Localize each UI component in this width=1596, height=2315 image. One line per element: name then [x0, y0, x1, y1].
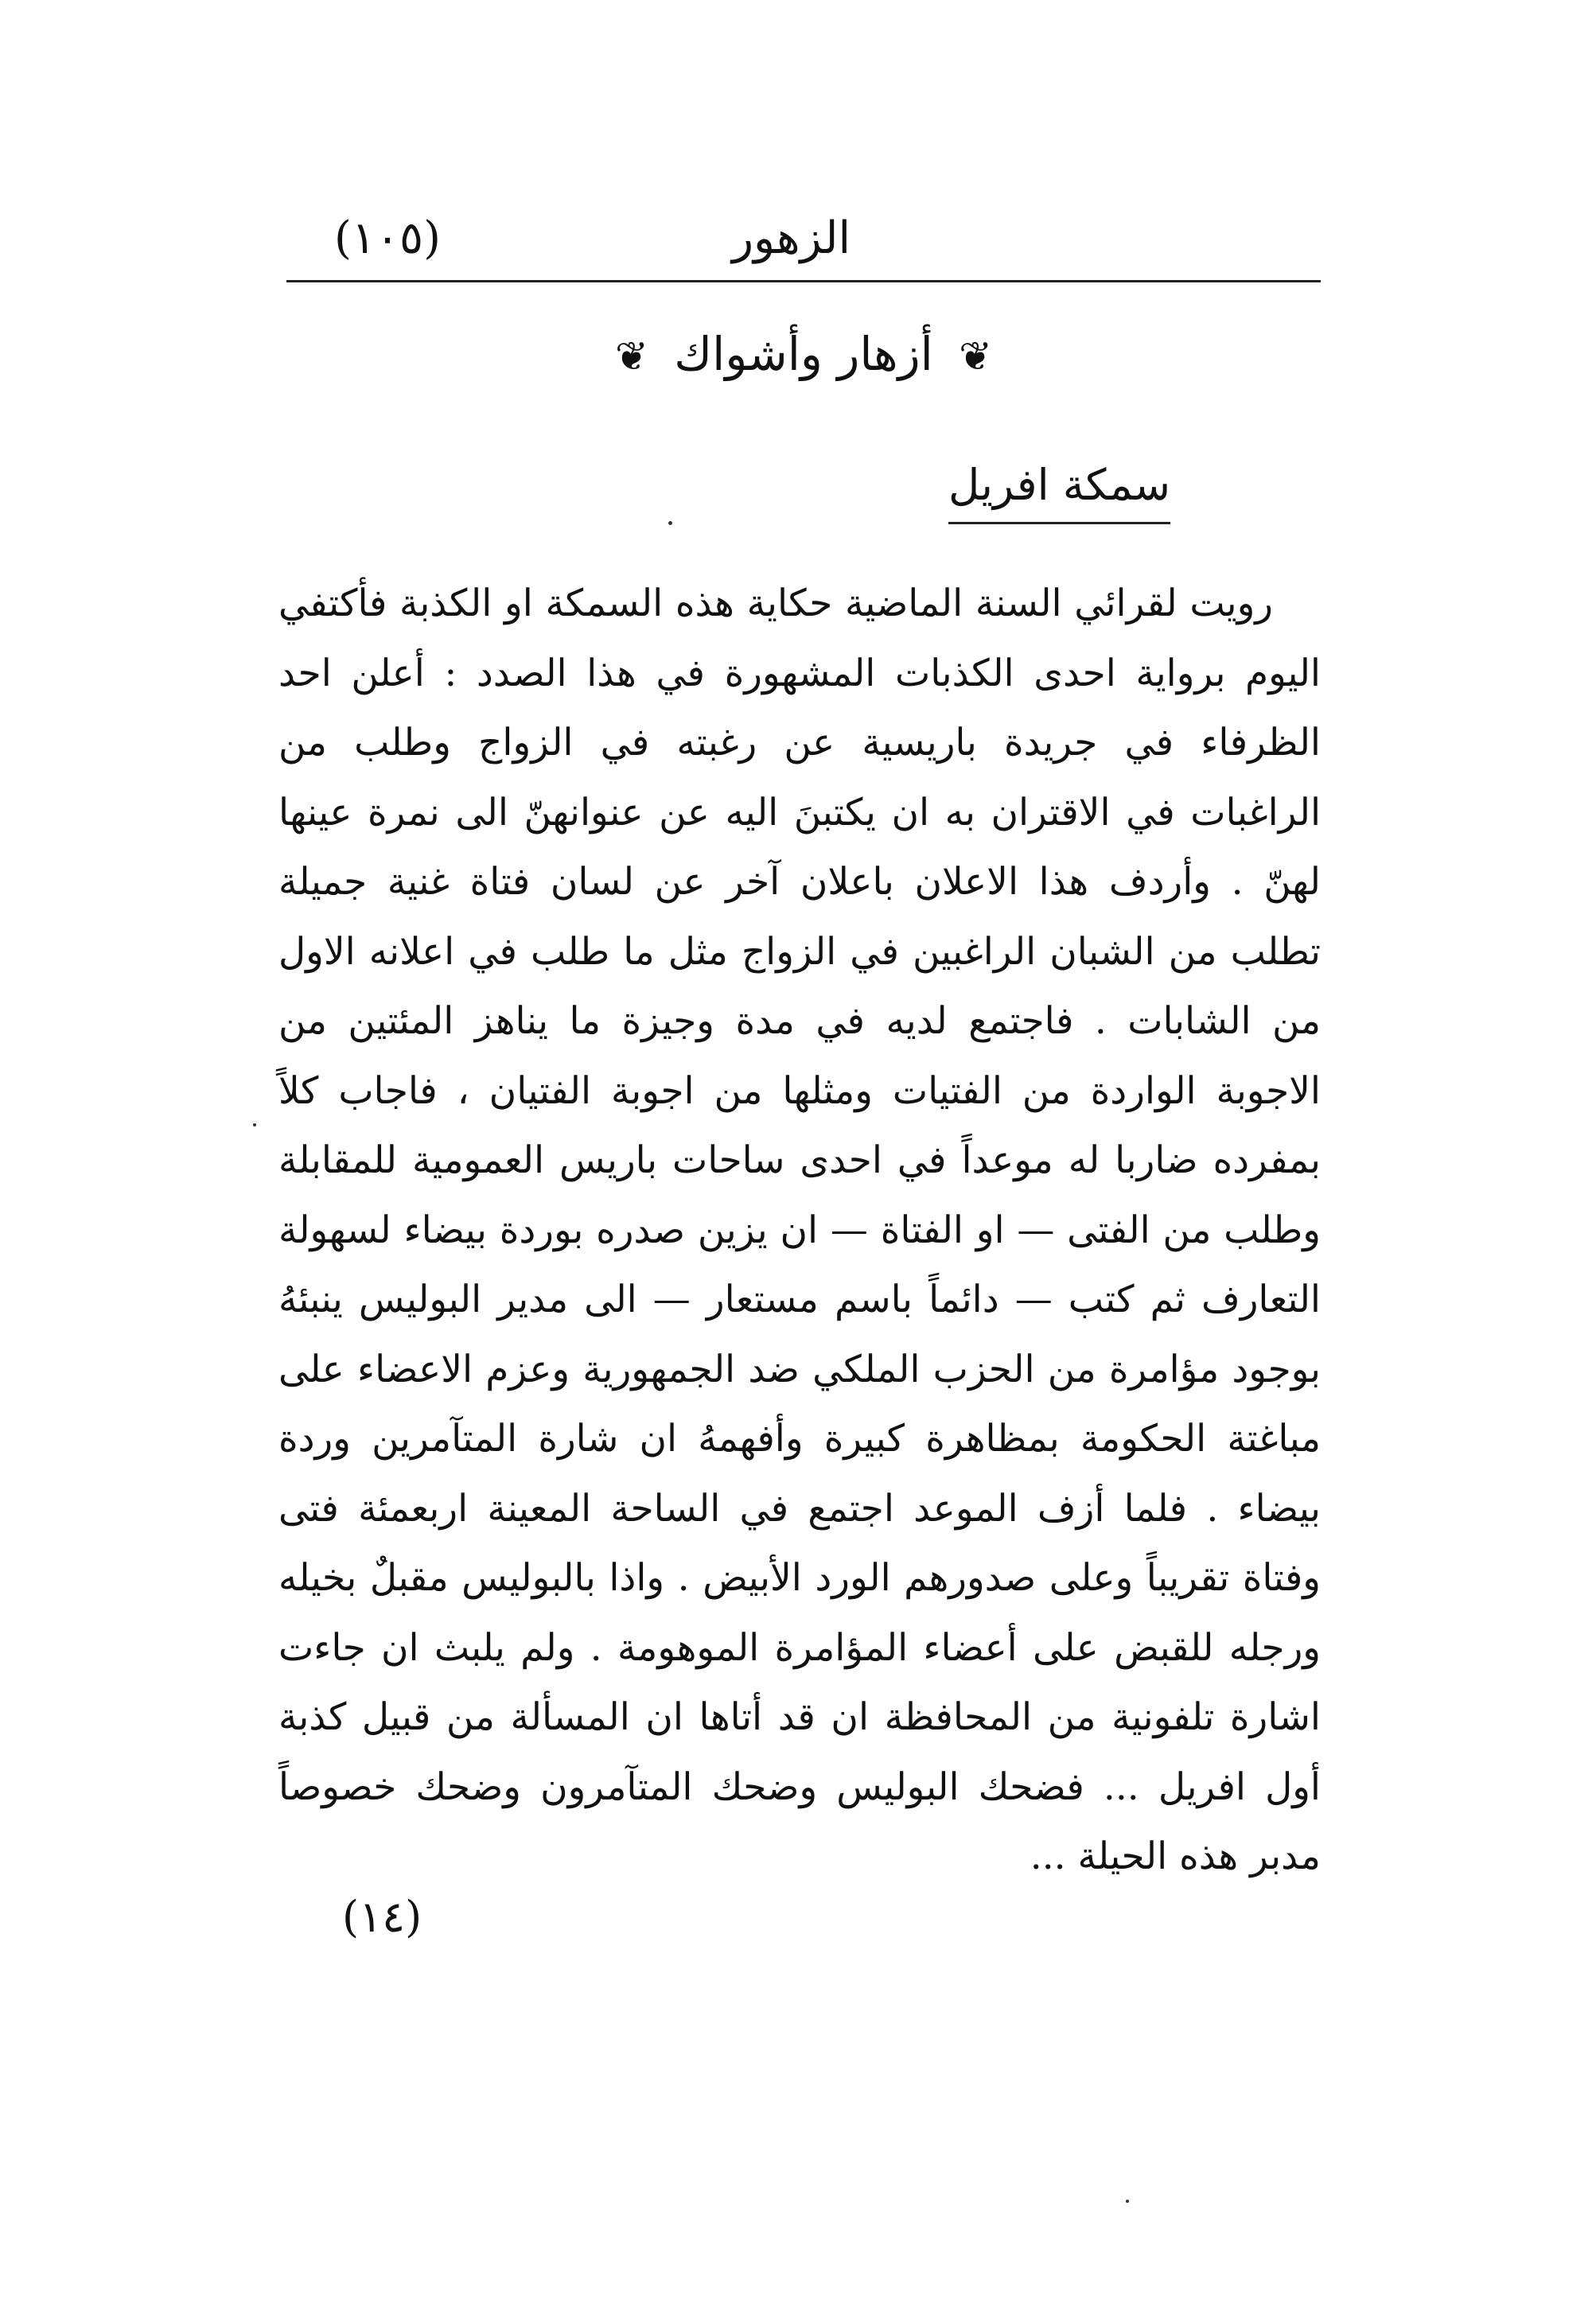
running-title: الزهور — [732, 212, 851, 264]
article-body-text: رويت لقرائي السنة الماضية حكاية هذه السمكة او الكذبة فأكتفي اليوم برواية احدى الكذبات المشهورة في هذا الصدد : أعلن احد الظرفاء في جريدة باريسية عن رغبته في الزواج وطلب من الراغبات في الاقتران به ان يكتبنَ اليه عن عنوانهنّ الى نمرة عينها لهنّ . وأردف هذا الاعلان باعلان آخر عن لسان فتاة غنية جميلة تطلب من الشبان الراغبين في الزواج مثل ما طلب في اعلانه الاول من الشابات . فاجتمع لديه في مدة وجيزة ما يناهز المئتين من الاجوبة الواردة من الفتيات ومثلها من اجوبة الفتيان ، فاجاب كلاً بمفرده ضاربا له موعداً في احدى ساحات باريس العمومية للمقابلة وطلب من الفتى — او الفتاة — ان يزين صدره بوردة بيضاء لسهولة التعارف ثم كتب — دائماً باسم مستعار — الى مدير البوليس ينبئهُ بوجود مؤامرة من الحزب الملكي ضد الجمهورية وعزم الاعضاء على مباغتة الحكومة بمظاهرة كبيرة وأفهمهُ ان شارة المتآمرين وردة بيضاء . فلما أزف الموعد اجتمع في الساحة المعينة اربعمئة فتى وفتاة تقريباً وعلى صدورهم الورد الأبيض . واذا بالبوليس مقبلٌ بخيله ورجله للقبض على أعضاء المؤامرة الموهومة . ولم يلبث ان جاءت اشارة تلفونية من المحافظة ان قد أتاها ان المسألة من قبيل كذبة أول افريل ... فضحك البوليس وضحك المتآمرون وضحك خصوصاً مدبر هذه الحيلة ... — [278, 582, 1321, 1878]
article-heading: سمكة افريل — [948, 453, 1170, 524]
page-header — [286, 203, 1321, 274]
print-speck — [1126, 2200, 1129, 2203]
article-body — [278, 569, 1321, 1892]
ornament-right-icon: ❦ — [614, 333, 648, 379]
signature-number: (١٤) — [342, 1892, 422, 1942]
print-speck — [668, 521, 672, 525]
header-rule — [286, 280, 1321, 282]
section-title-text: أزهار وأشواك — [674, 327, 933, 381]
section-title — [446, 314, 1162, 394]
ornament-left-icon: ❦ — [959, 333, 993, 379]
print-speck — [253, 1123, 256, 1126]
page-number: (١٠٥) — [334, 212, 441, 264]
